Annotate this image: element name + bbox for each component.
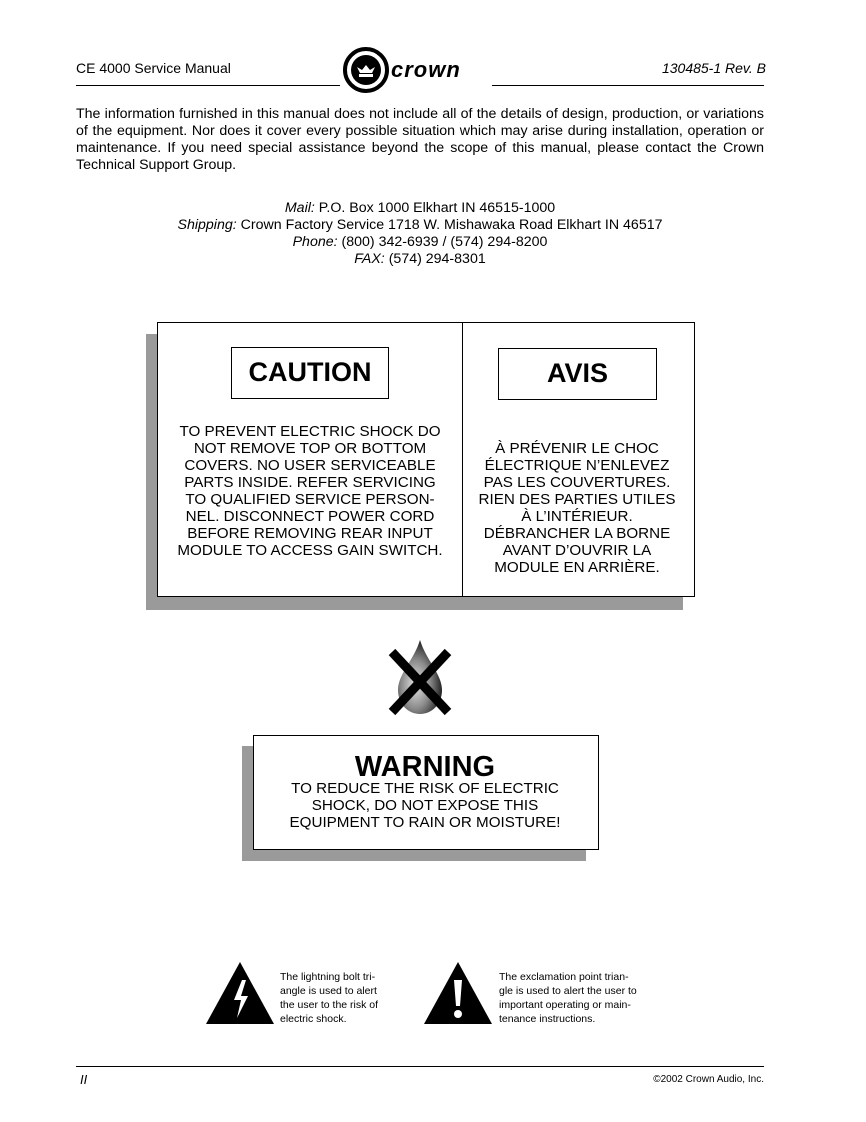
caution-line: BEFORE REMOVING REAR INPUT bbox=[187, 525, 433, 542]
fax-line bbox=[100, 251, 740, 268]
exclamation-line: The exclamation point trian- bbox=[499, 971, 629, 983]
fax-label: FAX: bbox=[354, 251, 385, 267]
crown-logo bbox=[343, 46, 493, 94]
caution-divider bbox=[462, 323, 463, 596]
fax-number: (574) 294-8301 bbox=[388, 251, 486, 267]
avis-line: À PRÉVENIR LE CHOC bbox=[495, 440, 659, 457]
avis-title: AVIS bbox=[498, 348, 657, 400]
exclamation-line: important operating or main- bbox=[499, 999, 631, 1011]
mail-label: Mail: bbox=[284, 200, 315, 216]
phone-number: (800) 342-6939 / (574) 294-8200 bbox=[341, 234, 548, 250]
caution-line: TO QUALIFIED SERVICE PERSON- bbox=[185, 491, 435, 508]
exclamation-line: gle is used to alert the user to bbox=[499, 985, 637, 997]
phone-line bbox=[100, 234, 740, 251]
caution-line: PARTS INSIDE. REFER SERVICING bbox=[184, 474, 436, 491]
page-number: II bbox=[80, 1072, 88, 1087]
caution-line: NOT REMOVE TOP OR BOTTOM bbox=[193, 440, 427, 457]
mail-address: P.O. Box 1000 Elkhart IN 46515-1000 bbox=[318, 200, 556, 216]
caution-text bbox=[166, 423, 454, 559]
lightning-line: The lightning bolt tri- bbox=[280, 971, 376, 983]
avis-line: RIEN DES PARTIES UTILES bbox=[478, 491, 676, 508]
warning-line: TO REDUCE THE RISK OF ELECTRIC bbox=[291, 780, 559, 797]
contact-block bbox=[100, 200, 740, 268]
mail-line bbox=[100, 200, 740, 217]
caution-line: NEL. DISCONNECT POWER CORD bbox=[185, 508, 435, 525]
logo-wordmark: crown bbox=[391, 57, 461, 82]
avis-line: DÉBRANCHER LA BORNE bbox=[483, 525, 671, 542]
warning-line: EQUIPMENT TO RAIN OR MOISTURE! bbox=[289, 814, 561, 831]
footer-rule bbox=[76, 1066, 764, 1067]
lightning-line: angle is used to alert bbox=[280, 985, 377, 997]
exclamation-description bbox=[499, 970, 669, 1026]
avis-line: MODULE EN ARRIÈRE. bbox=[494, 559, 660, 576]
lightning-description bbox=[280, 970, 410, 1026]
caution-line: TO PREVENT ELECTRIC SHOCK DO bbox=[179, 423, 441, 440]
lightning-line: electric shock. bbox=[280, 1013, 347, 1025]
exclamation-triangle-icon bbox=[422, 960, 494, 1026]
exclamation-line: tenance instructions. bbox=[499, 1013, 596, 1025]
copyright: ©2002 Crown Audio, Inc. bbox=[653, 1074, 764, 1085]
avis-line: ÉLECTRIQUE N’ENLEVEZ bbox=[484, 457, 670, 474]
warning-text bbox=[253, 780, 597, 831]
no-water-icon bbox=[386, 638, 454, 718]
caution-line: COVERS. NO USER SERVICEABLE bbox=[184, 457, 436, 474]
shipping-label: Shipping: bbox=[177, 217, 237, 233]
warning-title: WARNING bbox=[354, 751, 496, 783]
shipping-address: Crown Factory Service 1718 W. Mishawaka Road Elkhart IN 46517 bbox=[240, 217, 663, 233]
header-rule-left bbox=[76, 85, 340, 86]
avis-line: PAS LES COUVERTURES. bbox=[483, 474, 671, 491]
manual-title: CE 4000 Service Manual bbox=[76, 60, 231, 76]
doc-number: 130485-1 Rev. B bbox=[661, 60, 766, 76]
phone-label: Phone: bbox=[292, 234, 338, 250]
avis-text bbox=[468, 440, 686, 576]
intro-paragraph: The information furnished in this manual does not include all of the details of design, production, or variations of the equipment. Nor does it cover every possible situation which may arise during installation, operation or maintenance. If you need special assistance beyond the scope of this manual, please contact the Crown Technical Support Group. bbox=[76, 106, 764, 173]
avis-line: AVANT D’OUVRIR LA bbox=[502, 542, 652, 559]
shipping-line bbox=[100, 217, 740, 234]
caution-title: CAUTION bbox=[231, 347, 389, 399]
header-rule-right bbox=[492, 85, 764, 86]
warning-line: SHOCK, DO NOT EXPOSE THIS bbox=[311, 797, 539, 814]
avis-line: À L’INTÉRIEUR. bbox=[521, 508, 633, 525]
lightning-triangle-icon bbox=[204, 960, 276, 1026]
lightning-line: the user to the risk of bbox=[280, 999, 379, 1011]
caution-line: MODULE TO ACCESS GAIN SWITCH. bbox=[177, 542, 443, 559]
